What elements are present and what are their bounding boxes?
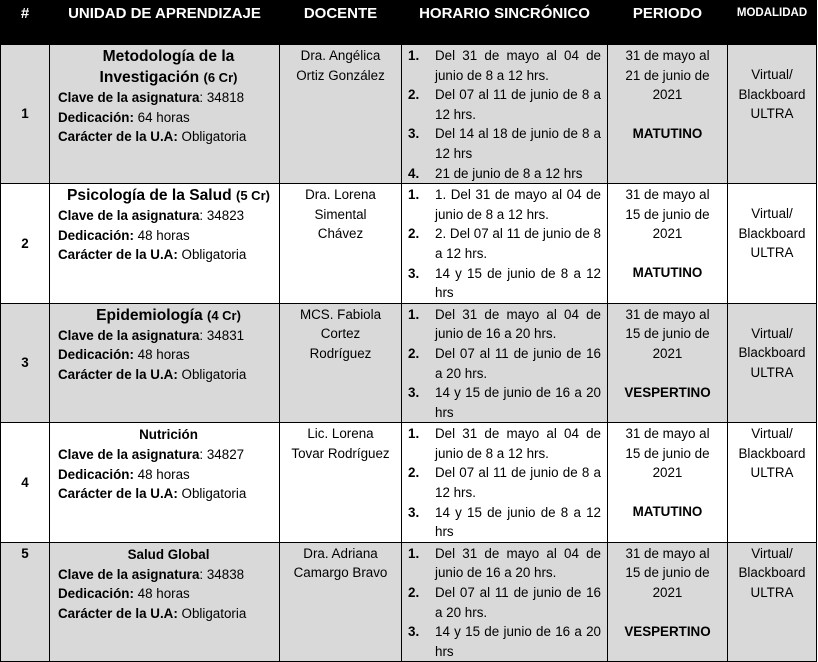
clave-line — [58, 565, 279, 585]
horario-item — [406, 164, 601, 184]
docente-line: Dra. Angélica — [300, 48, 381, 63]
modalidad-line: Virtual/ — [751, 67, 793, 82]
horario-item — [406, 85, 601, 124]
clave-value: : 34838 — [199, 566, 245, 582]
docente-line: Lic. Lorena — [307, 426, 374, 442]
horario-num: 2. — [408, 226, 420, 242]
horario-text: Del 07 al 11 de junio de 16 a 20 hrs. — [435, 585, 601, 620]
dedicacion-line — [58, 465, 279, 485]
horario-item — [406, 185, 601, 224]
horario-num: 2. — [408, 87, 420, 103]
dedicacion-label: Dedicación: — [58, 109, 134, 125]
caracter-line — [58, 245, 279, 265]
turno-label: MATUTINO — [632, 504, 703, 520]
docente-line: Tovar Rodríguez — [291, 445, 390, 461]
dedicacion-value: 48 horas — [133, 586, 190, 602]
clave-label: Clave de la asignatura — [58, 327, 200, 343]
horario-num: 3. — [408, 265, 420, 281]
header-num: # — [1, 1, 50, 45]
clave-value: : 34831 — [199, 327, 245, 343]
row-number: 5 — [1, 542, 50, 662]
periodo-line: 21 de junio de — [625, 67, 710, 83]
modalidad-line: ULTRA — [750, 245, 794, 261]
dedicacion-line — [58, 226, 279, 246]
clave-value: : 34818 — [199, 90, 245, 105]
turno-label: MATUTINO — [632, 125, 703, 141]
horario-num: 3. — [408, 624, 420, 640]
header-modalidad: MODALIDAD — [728, 1, 817, 45]
docente-line: Rodríguez — [309, 345, 372, 361]
modalidad-cell — [728, 184, 817, 304]
docente-line: Cortez — [320, 326, 361, 342]
periodo-line: 2021 — [652, 87, 683, 103]
caracter-line — [58, 604, 279, 624]
horario-num: 1. — [408, 545, 420, 561]
caracter-label: Carácter de la U.A: — [58, 486, 178, 502]
course-title — [58, 185, 279, 206]
docente-line: Chávez — [317, 226, 364, 242]
horario-num: 2. — [408, 465, 420, 481]
course-title-text: Psicología de la Salud — [67, 187, 232, 205]
modalidad-line: Blackboard — [738, 345, 806, 361]
horario-num: 1. — [408, 48, 420, 63]
dedicacion-value: 48 horas — [133, 227, 190, 243]
modalidad-cell — [728, 45, 817, 184]
horario-text: 14 y 15 de junio de 8 a 12 hrs — [435, 265, 601, 301]
row-number: 3 — [1, 303, 50, 423]
modalidad-cell — [728, 423, 817, 543]
horario-item — [406, 544, 601, 583]
course-title-text: Epidemiología — [96, 306, 203, 324]
table-row — [1, 303, 817, 423]
course-title-line2: Investigación — [99, 69, 200, 86]
modalidad-line: Virtual/ — [751, 206, 793, 222]
dedicacion-label: Dedicación: — [58, 466, 134, 482]
table-row — [1, 423, 817, 543]
modalidad-line: Virtual/ — [751, 545, 793, 561]
dedicacion-line — [58, 345, 279, 365]
periodo-line: 31 de mayo al — [625, 426, 710, 442]
course-title-line1: Metodología de la — [102, 48, 235, 65]
horario-text: Del 14 al 18 de junio de 8 a 12 hrs — [435, 126, 601, 161]
course-title — [58, 424, 279, 445]
horario-text: 14 y 15 de junio de 16 a 20 hrs — [435, 385, 601, 420]
row-number: 2 — [1, 184, 50, 304]
caracter-line — [58, 127, 279, 147]
header-unidad: UNIDAD DE APRENDIZAJE — [50, 1, 280, 45]
dedicacion-line — [58, 584, 279, 604]
caracter-value: Obligatoria — [177, 606, 247, 622]
unidad-cell — [50, 184, 280, 304]
table-row — [1, 184, 817, 304]
periodo-line: 15 de junio de — [625, 326, 710, 342]
periodo-cell — [608, 423, 728, 543]
horario-text: 14 y 15 de junio de 16 a 20 hrs — [435, 624, 601, 659]
row-number: 4 — [1, 423, 50, 543]
docente-line: MCS. Fabiola — [299, 306, 382, 322]
turno-label: VESPERTINO — [624, 623, 711, 639]
clave-line — [58, 88, 279, 108]
periodo-line: 15 de junio de — [625, 565, 710, 581]
horario-text: Del 31 de mayo al 04 de junio de 8 a 12 hrs. — [435, 48, 601, 83]
horario-item — [406, 383, 601, 422]
horario-num: 1. — [408, 187, 420, 203]
caracter-label: Carácter de la U.A: — [58, 366, 178, 382]
horario-cell — [402, 45, 608, 184]
horario-item — [406, 622, 601, 661]
horario-text: 2. Del 07 al 11 de junio de 8 a 12 hrs. — [435, 226, 601, 261]
dedicacion-label: Dedicación: — [58, 227, 134, 243]
unidad-cell — [50, 45, 280, 184]
horario-item — [406, 124, 601, 163]
periodo-line: 2021 — [652, 465, 683, 481]
horario-num: 2. — [408, 585, 420, 601]
modalidad-cell — [728, 303, 817, 423]
caracter-value: Obligatoria — [177, 366, 247, 382]
periodo-line: 31 de mayo al — [625, 306, 710, 322]
course-title-text: Nutrición — [139, 427, 198, 443]
horario-cell — [402, 542, 608, 662]
modalidad-line: Blackboard — [738, 86, 806, 102]
horario-cell — [402, 423, 608, 543]
caracter-line — [58, 365, 279, 385]
dedicacion-value: 48 horas — [133, 347, 190, 363]
periodo-line: 2021 — [652, 585, 683, 601]
clave-line — [58, 445, 279, 465]
dedicacion-line — [58, 108, 279, 128]
horario-text: 21 de junio de 8 a 12 hrs — [435, 165, 583, 181]
clave-label: Clave de la asignatura — [58, 90, 200, 105]
periodo-cell — [608, 184, 728, 304]
clave-label: Clave de la asignatura — [58, 566, 200, 582]
docente-line: Dra. Adriana — [303, 545, 378, 561]
horario-num: 3. — [408, 385, 420, 401]
docente-line: Dra. Lorena — [305, 187, 376, 203]
modalidad-line: Blackboard — [738, 445, 806, 461]
course-credits: (6 Cr) — [203, 70, 238, 85]
dedicacion-value: 48 horas — [133, 466, 190, 482]
turno-label: VESPERTINO — [624, 384, 711, 400]
horario-num: 2. — [408, 345, 420, 361]
horario-item — [406, 503, 601, 542]
modalidad-line: Virtual/ — [751, 325, 793, 341]
modalidad-line: ULTRA — [750, 465, 794, 481]
unidad-cell — [50, 423, 280, 543]
caracter-label: Carácter de la U.A: — [58, 606, 178, 622]
clave-label: Clave de la asignatura — [58, 208, 200, 224]
docente-cell — [280, 184, 402, 304]
clave-label: Clave de la asignatura — [58, 447, 200, 463]
horario-num: 3. — [408, 126, 420, 142]
horario-text: 1. Del 31 de mayo al 04 de junio de 8 a 12 hrs. — [435, 187, 601, 222]
horario-item — [406, 46, 601, 85]
dedicacion-label: Dedicación: — [58, 586, 134, 602]
periodo-line: 2021 — [652, 345, 683, 361]
header-horario: HORARIO SINCRÓNICO — [402, 1, 608, 45]
table-row — [1, 45, 817, 184]
table-row — [1, 542, 817, 662]
horario-num: 3. — [408, 504, 420, 520]
periodo-line: 31 de mayo al — [625, 187, 710, 203]
periodo-line: 31 de mayo al — [625, 48, 710, 63]
header-row — [1, 1, 817, 45]
periodo-cell — [608, 303, 728, 423]
horario-text: 14 y 15 de junio de 8 a 12 hrs — [435, 504, 601, 540]
course-credits: (5 Cr) — [236, 188, 270, 204]
horario-item — [406, 463, 601, 502]
horario-item — [406, 583, 601, 622]
clave-value: : 34823 — [199, 208, 245, 224]
horario-num: 4. — [408, 165, 420, 181]
horario-text: Del 07 al 11 de junio de 8 a 12 hrs. — [435, 87, 601, 122]
row-number: 1 — [1, 45, 50, 184]
clave-line — [58, 326, 279, 346]
modalidad-line: ULTRA — [750, 364, 794, 380]
clave-value: : 34827 — [199, 447, 245, 463]
unidad-cell — [50, 303, 280, 423]
unidad-cell — [50, 542, 280, 662]
horario-item — [406, 264, 601, 303]
turno-label: MATUTINO — [632, 264, 703, 280]
course-title — [58, 544, 279, 565]
periodo-line: 31 de mayo al — [625, 545, 710, 561]
periodo-line: 15 de junio de — [625, 445, 710, 461]
horario-cell — [402, 303, 608, 423]
modalidad-line: ULTRA — [750, 106, 794, 122]
caracter-label: Carácter de la U.A: — [58, 129, 178, 145]
modalidad-line: Blackboard — [738, 225, 806, 241]
horario-num: 1. — [408, 426, 420, 442]
periodo-line: 2021 — [652, 226, 683, 242]
dedicacion-label: Dedicación: — [58, 347, 134, 363]
horario-text: Del 31 de mayo al 04 de junio de 16 a 20 hrs. — [435, 545, 601, 581]
docente-cell — [280, 542, 402, 662]
horario-cell — [402, 184, 608, 304]
course-title-text: Salud Global — [127, 546, 210, 562]
horario-text: Del 07 al 11 de junio de 16 a 20 hrs. — [435, 345, 601, 381]
docente-cell — [280, 45, 402, 184]
horario-item — [406, 305, 601, 344]
modalidad-cell — [728, 542, 817, 662]
horario-text: Del 31 de mayo al 04 de junio de 16 a 20 hrs. — [435, 306, 601, 342]
horario-text: Del 07 al 11 de junio de 8 a 12 hrs. — [435, 465, 601, 501]
modalidad-line: Blackboard — [738, 565, 806, 581]
modalidad-line: ULTRA — [750, 585, 794, 601]
caracter-value: Obligatoria — [177, 486, 247, 502]
docente-line: Simental — [314, 206, 367, 222]
docente-cell — [280, 303, 402, 423]
periodo-cell — [608, 45, 728, 184]
header-docente: DOCENTE — [280, 1, 402, 45]
course-title — [58, 46, 279, 88]
docente-line: Camargo Bravo — [293, 565, 388, 581]
horario-item — [406, 344, 601, 383]
docente-cell — [280, 423, 402, 543]
course-credits: (4 Cr) — [206, 307, 241, 323]
caracter-label: Carácter de la U.A: — [58, 247, 178, 263]
horario-item — [406, 424, 601, 463]
course-title — [58, 305, 279, 326]
horario-num: 1. — [408, 306, 420, 322]
periodo-cell — [608, 542, 728, 662]
modalidad-line: Virtual/ — [751, 426, 793, 442]
caracter-value: Obligatoria — [177, 247, 247, 263]
horario-item — [406, 224, 601, 263]
docente-line: Ortiz González — [296, 67, 385, 83]
caracter-line — [58, 484, 279, 504]
dedicacion-value: 64 horas — [133, 109, 190, 125]
periodo-line: 15 de junio de — [625, 206, 710, 222]
caracter-value: Obligatoria — [177, 129, 247, 145]
clave-line — [58, 206, 279, 226]
horario-text: Del 31 de mayo al 04 de junio de 8 a 12 hrs. — [435, 426, 601, 461]
header-periodo: PERIODO — [608, 1, 728, 45]
